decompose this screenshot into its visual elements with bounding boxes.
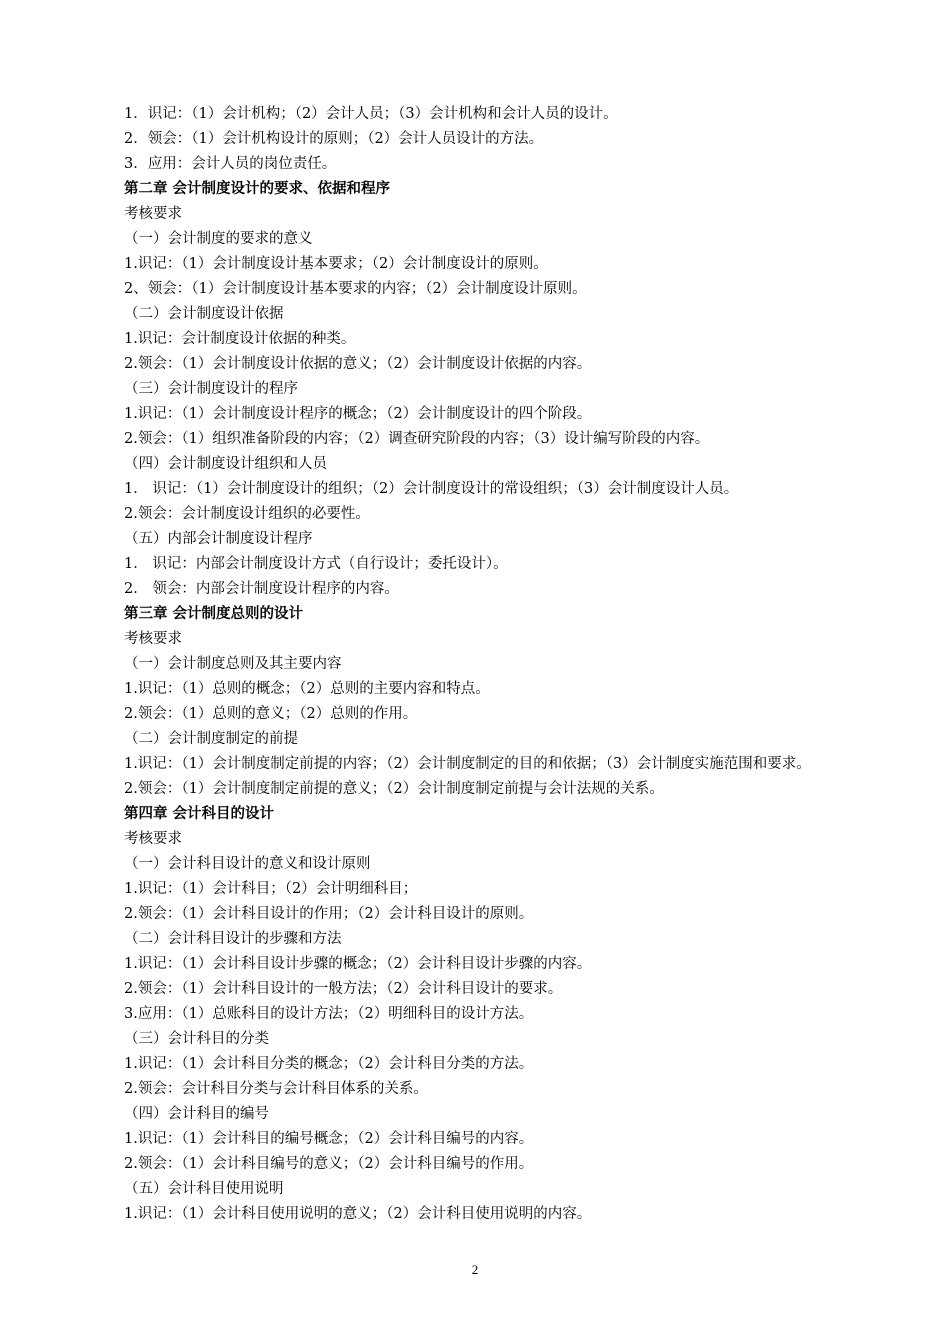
text-line: 1.识记：（1）会计科目的编号概念；（2）会计科目编号的内容。	[124, 1131, 534, 1147]
text-line: 1.识记：（1）会计科目设计步骤的概念；（2）会计科目设计步骤的内容。	[124, 956, 592, 972]
text-line: 考核要求	[124, 206, 182, 222]
text-line: 2.领会：（1）会计科目编号的意义；（2）会计科目编号的作用。	[124, 1156, 534, 1172]
text-line: 2.领会：（1）会计科目设计的一般方法；（2）会计科目设计的要求。	[124, 981, 563, 997]
text-line: 3.应用：（1）总账科目的设计方法；（2）明细科目的设计方法。	[124, 1006, 534, 1022]
text-line: 1.识记：（1）会计制度设计基本要求；（2）会计制度设计的原则。	[124, 256, 548, 272]
text-line: 1.识记：（1）会计制度设计程序的概念；（2）会计制度设计的四个阶段。	[124, 406, 592, 422]
text-line: 2.领会：（1）会计制度设计依据的意义；（2）会计制度设计依据的内容。	[124, 356, 592, 372]
text-line: 2.领会：会计制度设计组织的必要性。	[124, 506, 370, 522]
text-line: 考核要求	[124, 631, 182, 647]
text-line: 2、领会：（1）会计制度设计基本要求的内容；（2）会计制度设计原则。	[124, 281, 587, 297]
text-line: 2． 领会：内部会计制度设计程序的内容。	[124, 581, 399, 597]
text-line: 1.识记：（1）总则的概念；（2）总则的主要内容和特点。	[124, 681, 490, 697]
text-line: 2.领会：（1）组织准备阶段的内容；（2）调查研究阶段的内容；（3）设计编写阶段的内容。	[124, 431, 710, 447]
chapter-heading: 第四章 会计科目的设计	[124, 806, 275, 822]
text-line: 1.识记：（1）会计制度制定前提的内容；（2）会计制度制定的目的和依据；（3）会计制度实施范围和要求。	[124, 756, 811, 772]
chapter-heading: 第二章 会计制度设计的要求、依据和程序	[124, 181, 391, 197]
text-line: 2．领会：（1）会计机构设计的原则；（2）会计人员设计的方法。	[124, 131, 544, 147]
text-line: （一）会计科目设计的意义和设计原则	[124, 856, 371, 872]
text-line: （四）会计科目的编号	[124, 1106, 269, 1122]
document-body	[92, 102, 862, 1227]
text-line: （二）会计科目设计的步骤和方法	[124, 931, 342, 947]
text-line: 1.识记：（1）会计科目；（2）会计明细科目；	[124, 881, 418, 897]
text-line: 1． 识记：内部会计制度设计方式（自行设计；委托设计）。	[124, 556, 508, 572]
page-number: 2	[471, 1262, 479, 1277]
text-line: 2.领会：会计科目分类与会计科目体系的关系。	[124, 1081, 428, 1097]
text-line: 1.识记：会计制度设计依据的种类。	[124, 331, 356, 347]
text-line: 1.识记：（1）会计科目分类的概念；（2）会计科目分类的方法。	[124, 1056, 534, 1072]
text-line: （一）会计制度的要求的意义	[124, 231, 313, 247]
text-line: （四）会计制度设计组织和人员	[124, 456, 327, 472]
text-line: 1． 识记：（1）会计制度设计的组织；（2）会计制度设计的常设组织；（3）会计制度设计人员。	[124, 481, 739, 497]
text-line: 2.领会：（1）会计制度制定前提的意义；（2）会计制度制定前提与会计法规的关系。	[124, 781, 664, 797]
text-line: （五）内部会计制度设计程序	[124, 531, 313, 547]
text-line: （二）会计制度制定的前提	[124, 731, 298, 747]
text-line: （二）会计制度设计依据	[124, 306, 284, 322]
text-line: 3．应用：会计人员的岗位责任。	[124, 156, 337, 172]
text-line: （三）会计科目的分类	[124, 1031, 269, 1047]
text-line: 1.识记：（1）会计科目使用说明的意义；（2）会计科目使用说明的内容。	[124, 1206, 592, 1222]
text-line: 2.领会：（1）会计科目设计的作用；（2）会计科目设计的原则。	[124, 906, 534, 922]
text-line: 1．识记：（1）会计机构；（2）会计人员；（3）会计机构和会计人员的设计。	[124, 106, 618, 122]
text-line: （三）会计制度设计的程序	[124, 381, 298, 397]
text-line: （一）会计制度总则及其主要内容	[124, 656, 342, 672]
text-line: （五）会计科目使用说明	[124, 1181, 284, 1197]
chapter-heading: 第三章 会计制度总则的设计	[124, 606, 304, 622]
text-line: 2.领会：（1）总则的意义；（2）总则的作用。	[124, 706, 418, 722]
text-line: 考核要求	[124, 831, 182, 847]
